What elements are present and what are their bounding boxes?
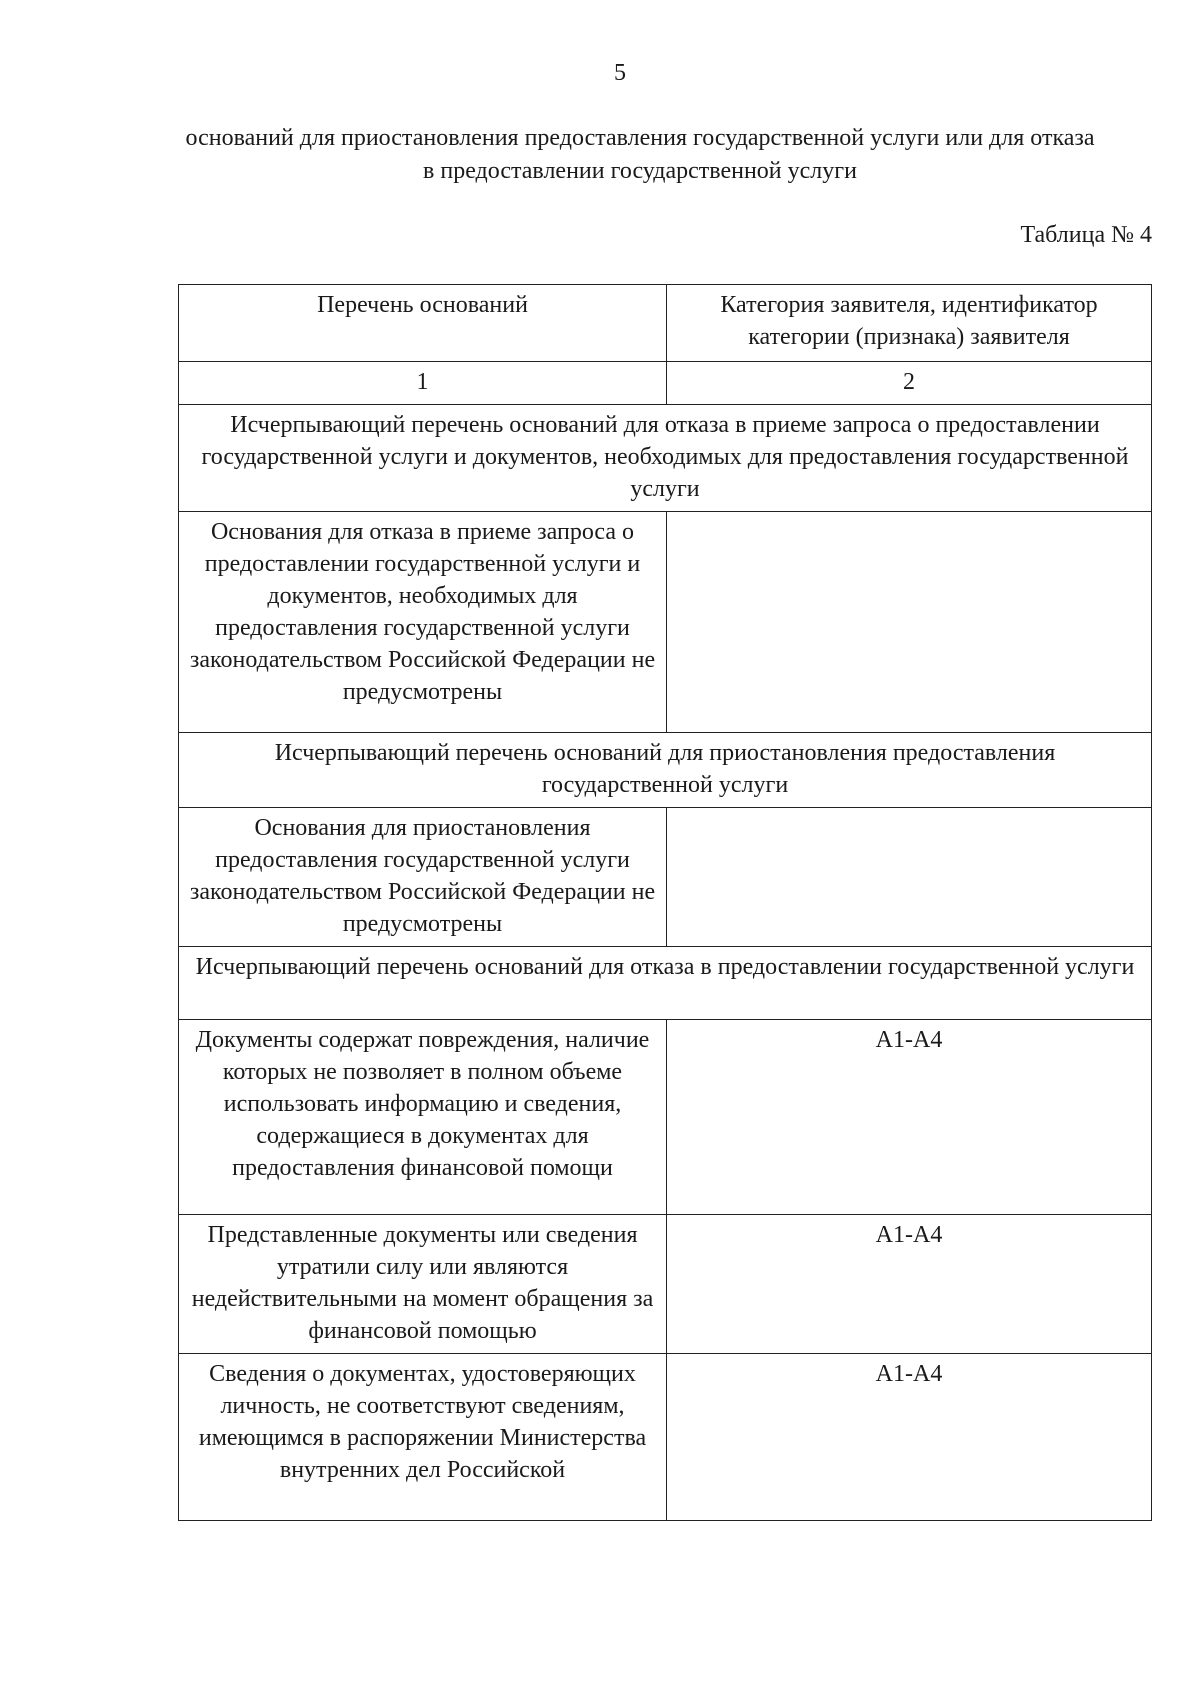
section-title-row	[179, 405, 1152, 512]
table-row	[179, 512, 1152, 733]
table-header-row	[179, 285, 1152, 362]
category-cell: А1-А4	[667, 1354, 1152, 1521]
table-caption: Таблица № 4	[1020, 222, 1152, 248]
header-category: Категория заявителя, идентификатор категории (признака) заявителя	[667, 285, 1152, 362]
table-row	[179, 1020, 1152, 1215]
section-title-refusal-service: Исчерпывающий перечень оснований для отказа в предоставлении государственной услуги	[179, 947, 1152, 1020]
column-number-row	[179, 362, 1152, 405]
column-number-2: 2	[667, 362, 1152, 405]
reason-cell: Основания для отказа в приеме запроса о предоставлении государственной услуги и документов, необходимых для предоставления государственной услуги законодательством Российской Федерации не предусмотрены	[179, 512, 667, 733]
column-number-1: 1	[179, 362, 667, 405]
grounds-table	[178, 284, 1152, 1521]
section-title-row	[179, 947, 1152, 1020]
section-title-row	[179, 733, 1152, 808]
section-title-refusal-acceptance: Исчерпывающий перечень оснований для отказа в приеме запроса о предоставлении государственной услуги и документов, необходимых для предоставления государственной услуги	[179, 405, 1152, 512]
reason-cell: Представленные документы или сведения утратили силу или являются недействительными на момент обращения за финансовой помощью	[179, 1215, 667, 1354]
reason-cell: Сведения о документах, удостоверяющих личность, не соответствуют сведениям, имеющимся в распоряжении Министерства внутренних дел Российской	[179, 1354, 667, 1521]
category-cell: А1-А4	[667, 1215, 1152, 1354]
table-row	[179, 808, 1152, 947]
document-heading: оснований для приостановления предоставления государственной услуги или для отказа в предоставлении государственной услуги	[185, 125, 1095, 184]
table-row	[179, 1354, 1152, 1521]
table-row	[179, 1215, 1152, 1354]
category-cell	[667, 808, 1152, 947]
page-number: 5	[614, 60, 626, 86]
header-grounds: Перечень оснований	[179, 285, 667, 362]
category-cell: А1-А4	[667, 1020, 1152, 1215]
section-title-suspension: Исчерпывающий перечень оснований для приостановления предоставления государственной услуги	[179, 733, 1152, 808]
category-cell	[667, 512, 1152, 733]
reason-cell: Основания для приостановления предоставления государственной услуги законодательством Российской Федерации не предусмотрены	[179, 808, 667, 947]
reason-cell: Документы содержат повреждения, наличие которых не позволяет в полном объеме использовать информацию и сведения, содержащиеся в документах для предоставления финансовой помощи	[179, 1020, 667, 1215]
